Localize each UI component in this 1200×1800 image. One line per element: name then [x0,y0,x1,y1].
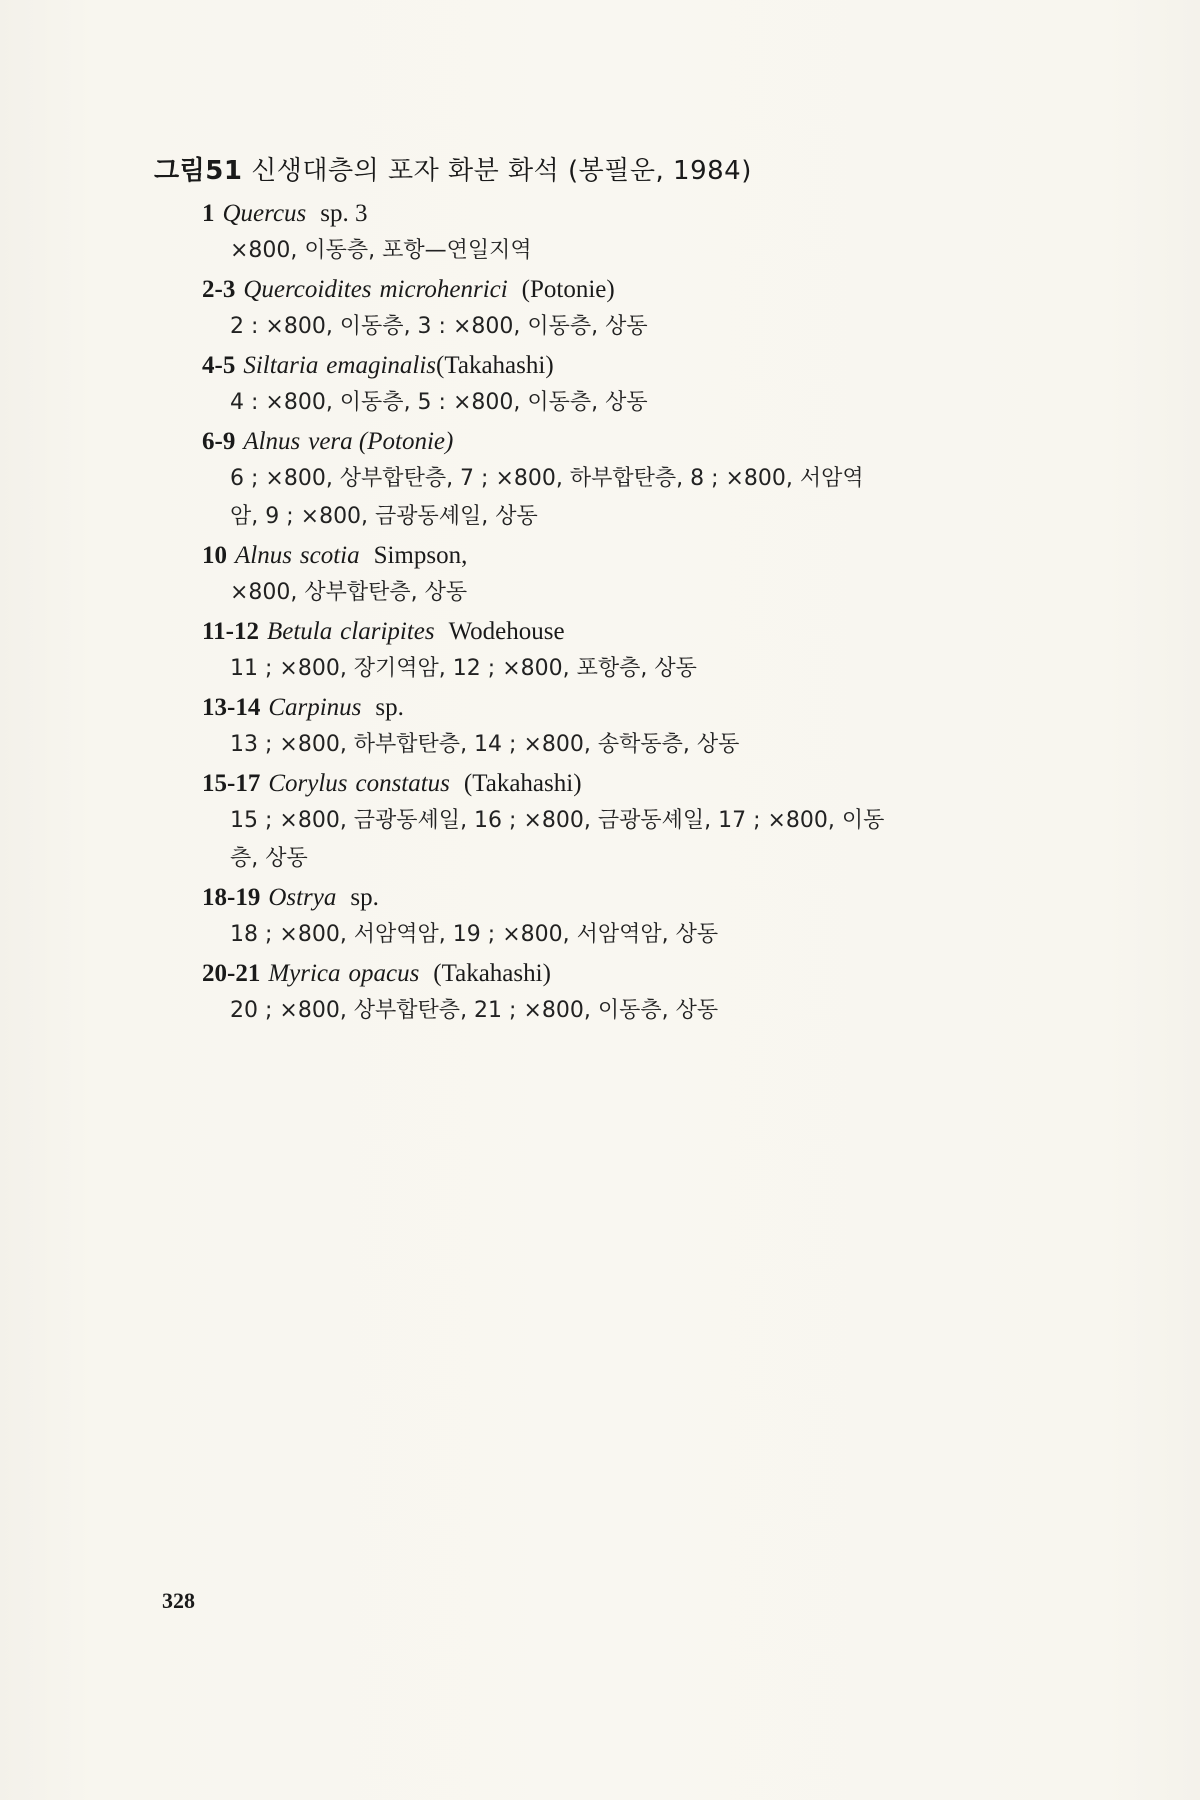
entry-heading [202,346,1022,384]
entry-number: 6-9 [202,428,236,455]
entry-author: (Takahashi) [463,770,582,797]
entry-genus: Alnus [243,428,301,455]
specimen-entry [202,688,1022,764]
entry-species: scotia [299,542,360,569]
entry-detail: 20 ; ×800, 상부합탄층, 21 ; ×800, 이동층, 상동 [230,998,719,1023]
entry-number: 11-12 [202,618,259,645]
specimen-entry [202,346,1022,422]
entry-heading [202,688,1022,726]
figure-caption [154,154,752,188]
entry-author: sp. [350,884,379,911]
entry-detail: 11 ; ×800, 장기역암, 12 ; ×800, 포항층, 상동 [230,656,697,681]
entry-detail: 15 ; ×800, 금광동셰일, 16 ; ×800, 금광동셰일, 17 ; ×800, 이동 [230,808,885,833]
entry-number: 18-19 [202,884,261,911]
entry-number: 13-14 [202,694,261,721]
entry-author: (Takahashi) [433,960,551,987]
entry-species: microhenrici [379,276,508,303]
specimen-list [202,194,1022,1030]
entry-heading [202,764,1022,802]
entry-genus: Ostrya [268,884,337,911]
entry-detail: 13 ; ×800, 하부합탄층, 14 ; ×800, 송학동층, 상동 [230,732,740,757]
specimen-entry [202,194,1022,270]
entry-heading [202,878,1022,916]
entry-number: 1 [202,200,215,227]
entry-number: 20-21 [202,960,261,987]
entry-author: (Takahashi) [436,352,554,379]
entry-species: claripites [340,618,435,645]
entry-species: emaginalis [326,352,437,379]
entry-genus: Corylus [268,770,348,797]
entry-author: sp. [375,694,404,721]
entry-heading [202,612,1022,650]
entry-author: (Potonie) [521,276,615,303]
specimen-entry [202,612,1022,688]
figure-label: 그림51 [154,156,243,186]
entry-genus: Carpinus [268,694,362,721]
entry-detail: ×800, 상부합탄층, 상동 [230,580,468,605]
entry-heading [202,954,1022,992]
specimen-entry [202,536,1022,612]
entry-species: constatus [355,770,450,797]
entry-number: 2-3 [202,276,236,303]
specimen-entry [202,954,1022,1030]
entry-detail: 6 ; ×800, 상부합탄층, 7 ; ×800, 하부합탄층, 8 ; ×800, 서암역 [230,466,864,491]
entry-detail: ×800, 이동층, 포항—연일지역 [230,238,532,263]
specimen-entry [202,764,1022,878]
entry-number: 15-17 [202,770,261,797]
entry-species: opacus [348,960,420,987]
entry-number: 10 [202,542,227,569]
entry-genus: Quercoidites [243,276,372,303]
entry-detail-continued: 암, 9 ; ×800, 금광동셰일, 상동 [230,504,538,529]
entry-genus: Siltaria [243,352,319,379]
page-number: 328 [162,1588,195,1613]
entry-detail: 2 : ×800, 이동층, 3 : ×800, 이동층, 상동 [230,314,648,339]
specimen-entry [202,878,1022,954]
specimen-entry [202,422,1022,536]
entry-genus: Alnus [235,542,292,569]
entry-heading [202,194,1022,232]
entry-author: sp. 3 [320,200,368,227]
entry-detail: 18 ; ×800, 서암역암, 19 ; ×800, 서암역암, 상동 [230,922,719,947]
entry-detail-continued: 층, 상동 [230,846,308,871]
entry-detail: 4 : ×800, 이동층, 5 : ×800, 이동층, 상동 [230,390,648,415]
entry-author: Wodehouse [448,618,565,645]
entry-genus: Myrica [268,960,341,987]
entry-genus: Quercus [222,200,307,227]
entry-heading [202,270,1022,308]
figure-source: (봉필운, 1984) [568,156,752,186]
figure-title: 신생대층의 포자 화분 화석 [251,156,560,186]
entry-heading [202,536,1022,574]
entry-species: vera (Potonie) [308,428,454,455]
entry-author: Simpson, [373,542,468,569]
specimen-entry [202,270,1022,346]
entry-heading [202,422,1022,460]
entry-genus: Betula [266,618,333,645]
entry-number: 4-5 [202,352,236,379]
